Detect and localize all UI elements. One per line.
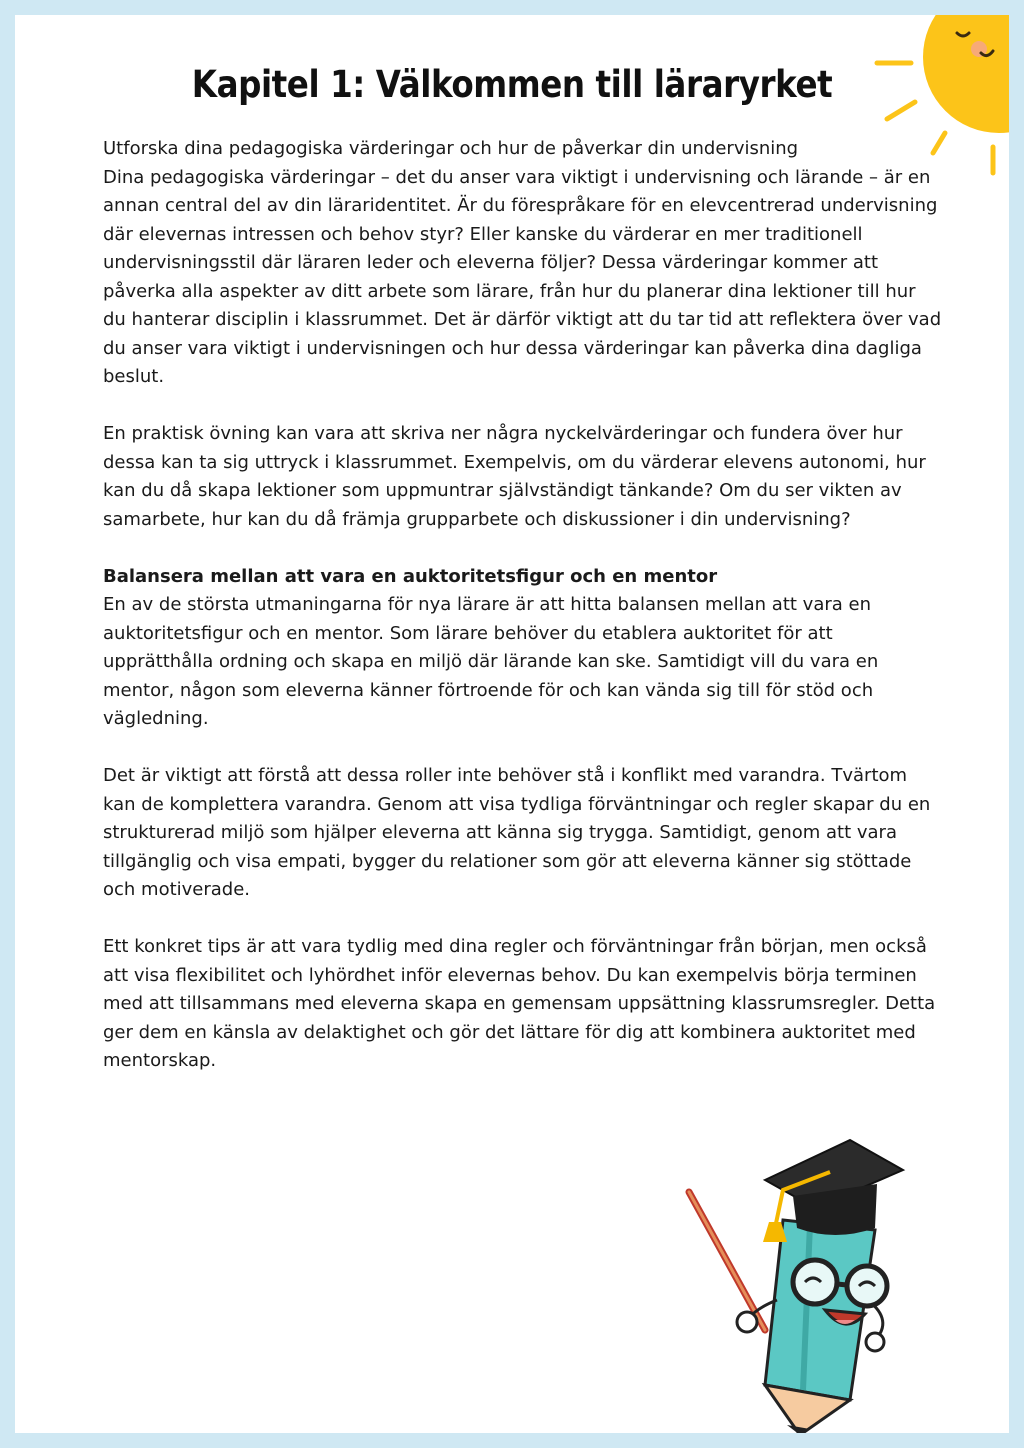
pencil-teacher-illustration [665,1110,925,1433]
page-title: Kapitel 1: Välkommen till läraryrket [191,63,833,106]
paragraph-3: En av de största utmaningarna för nya lärare är att hitta balansen mellan att vara en auktoritetsfigur och en mentor. Som lärare behöver du etablera auktoritet för att upprätthålla ordning och skapa en miljö där lärande kan ske. Samtidigt vill du vara en mentor, någon som eleverna känner förtroende för och kan vända sig till för stöd och vägledning. [103,594,879,729]
paragraph-5: Ett konkret tips är att vara tydlig med dina regler och förväntningar från början, men också att visa flexibilitet och lyhördhet inför elevernas behov. Du kan exempelvis börja terminen med att tillsammans med eleverna skapa en gemensam uppsättning klassrumsregler. Detta ger dem en känsla av delaktighet och gör det lättare för dig att kombinera auktoritet med mentorskap. [103,936,936,1071]
body-text [103,135,943,1104]
paragraph-2: En praktisk övning kan vara att skriva ner några nyckelvärderingar och fundera över hur dessa kan ta sig uttryck i klassrummet. Exempelvis, om du värderar elevens autonomi, hur kan du då skapa lektioner som uppmuntrar självständigt tänkande? Om du ser vikten av samarbete, hur kan du då främja grupparbete och diskussioner i din undervisning? [103,423,926,530]
paragraph-4: Det är viktigt att förstå att dessa roller inte behöver stå i konflikt med varandra. Tvärtom kan de komplettera varandra. Genom att visa tydliga förväntningar och regler skapar du en strukturerad miljö som hjälper eleverna att känna sig trygga. Samtidigt, genom att vara tillgänglig och visa empati, bygger du relationer som gör att eleverna känner sig stöttade och motiverade. [103,765,931,900]
section-heading: Balansera mellan att vara en auktoritetsfigur och en mentor [103,565,718,587]
paragraph-1: Utforska dina pedagogiska värderingar och hur de påverkar din undervisning Dina pedagogiska värderingar – det du anser vara viktigt i undervisning och lärande – är en annan central del av din läraridentitet. Är du förespråkare för en elevcentrerad undervisning där elevernas intressen och behov styr? Eller kanske du värderar en mer traditionell undervisningsstil där läraren leder och eleverna följer? Dessa värderingar kommer att påverka alla aspekter av ditt arbete som lärare, från hur du planerar dina lektioner till hur du hanterar disciplin i klassrummet. Det är därför viktigt att du tar tid att reflektera över vad du anser vara viktigt i undervisningen och hur dessa värderingar kan påverka dina dagliga beslut. [103,138,942,387]
document-page [15,15,1009,1433]
